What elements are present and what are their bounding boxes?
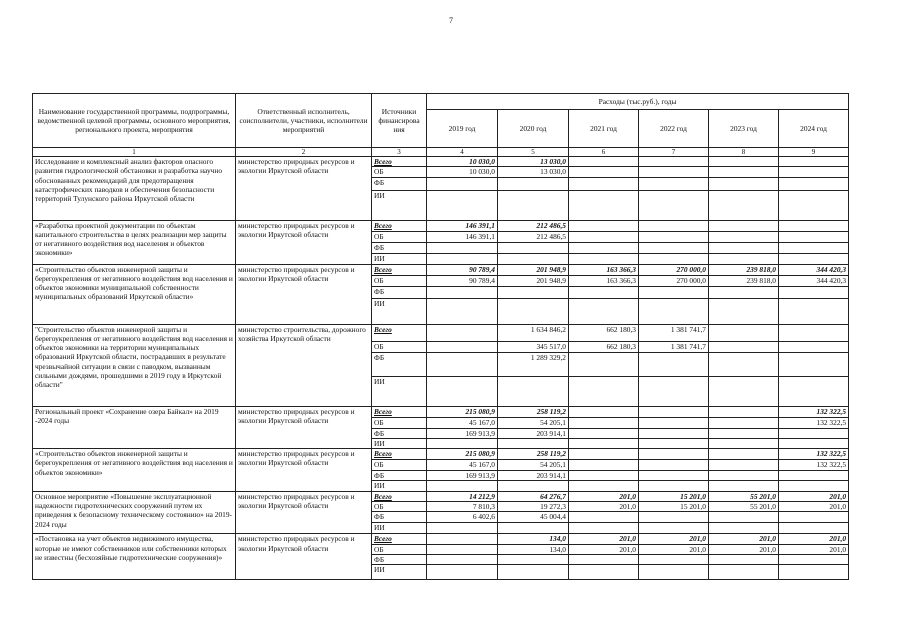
expense-cell [709, 449, 779, 460]
expense-cell [709, 341, 779, 352]
expense-cell [709, 352, 779, 376]
funding-source: ФБ [372, 286, 427, 298]
header-year: 2023 год [709, 110, 779, 148]
expense-cell [639, 177, 709, 190]
expense-cell [569, 242, 639, 253]
expense-cell [427, 324, 498, 341]
expense-cell [779, 523, 849, 534]
expense-cell: 201,0 [779, 534, 849, 544]
expense-cell: 13 030,0 [498, 167, 569, 177]
expense-cell [779, 341, 849, 352]
expense-cell: 212 486,5 [498, 220, 569, 231]
funding-source: Всего [372, 491, 427, 501]
header-year: 2021 год [569, 110, 639, 148]
expense-cell [498, 253, 569, 264]
expense-cell [569, 460, 639, 471]
measure-name: Региональный проект «Сохранение озера Байкал» на 2019 -2024 годы [33, 406, 236, 449]
expense-cell: 662 180,3 [569, 324, 639, 341]
expense-cell [639, 253, 709, 264]
expense-cell [569, 428, 639, 438]
responsible-executor: министерство природных ресурсов и экологии Иркутской области [236, 534, 372, 580]
table-row [33, 534, 849, 544]
expense-cell [427, 177, 498, 190]
funding-source: ИИ [372, 190, 427, 220]
expense-cell [569, 438, 639, 448]
expense-cell: 15 201,0 [639, 491, 709, 501]
expense-cell [709, 406, 779, 417]
table-row [33, 220, 849, 231]
expense-cell [427, 286, 498, 298]
expense-cell: 201,0 [779, 544, 849, 554]
expense-cell: 344 420,3 [779, 275, 849, 286]
funding-source: ФБ [372, 242, 427, 253]
measure-name: «Строительство объектов инженерной защиты и берегоукрепления от негативного воздействия вод населения и объектов экономики» [33, 449, 236, 492]
expense-cell: 1 381 741,7 [639, 324, 709, 341]
expense-cell [427, 190, 498, 220]
expense-cell [779, 554, 849, 564]
expense-cell [639, 481, 709, 491]
expense-cell: 54 205,1 [498, 460, 569, 471]
expense-cell [427, 298, 498, 324]
funding-source: ОБ [372, 167, 427, 177]
expense-cell [779, 253, 849, 264]
expense-cell [639, 242, 709, 253]
expense-cell: 55 201,0 [709, 502, 779, 512]
expense-cell [639, 376, 709, 406]
expense-cell [779, 428, 849, 438]
expense-cell: 258 119,2 [498, 406, 569, 417]
expense-cell: 258 119,2 [498, 449, 569, 460]
expense-cell [498, 481, 569, 491]
expense-cell [498, 438, 569, 448]
expense-cell [498, 190, 569, 220]
expense-cell [639, 352, 709, 376]
responsible-executor: министерство строительства, дорожного хозяйства Иркутской области [236, 324, 372, 406]
funding-source: Всего [372, 449, 427, 460]
expense-cell [779, 242, 849, 253]
expense-cell: 201,0 [569, 534, 639, 544]
expense-cell [498, 565, 569, 580]
column-number: 5 [498, 148, 569, 157]
expense-cell [639, 417, 709, 428]
expense-cell: 134,0 [498, 544, 569, 554]
expense-cell [709, 220, 779, 231]
funding-source: ФБ [372, 554, 427, 564]
expense-cell [639, 471, 709, 481]
expense-cell [427, 554, 498, 564]
expense-cell: 10 030,0 [427, 157, 498, 167]
expense-cell: 169 913,9 [427, 471, 498, 481]
expense-cell [709, 286, 779, 298]
column-number: 3 [372, 148, 427, 157]
expense-cell [639, 460, 709, 471]
measure-name: «Разработка проектной документации по объектам капитального строительства в целях реализации мер защиты от негативного воздействия вод населения и объектов экономики» [33, 220, 236, 264]
expense-cell [779, 376, 849, 406]
expense-cell [569, 177, 639, 190]
measure-name: Основное мероприятие «Повышение эксплуатационной надежности гидротехнических сооружений путем их приведения к безопасному техническому состоянию» на 2019-2024 годы [33, 491, 236, 534]
table-row [33, 264, 849, 275]
expense-cell [639, 286, 709, 298]
expense-cell [709, 512, 779, 523]
column-number: 1 [33, 148, 236, 157]
expense-cell [569, 157, 639, 167]
responsible-executor: министерство природных ресурсов и экологии Иркутской области [236, 157, 372, 221]
expense-cell [779, 286, 849, 298]
expense-cell [427, 242, 498, 253]
table-row [33, 157, 849, 167]
expense-cell: 201,0 [639, 544, 709, 554]
expense-cell [639, 428, 709, 438]
expense-cell [639, 231, 709, 242]
expense-cell [709, 554, 779, 564]
expense-cell [427, 544, 498, 554]
expense-cell [639, 512, 709, 523]
expense-cell [709, 167, 779, 177]
expense-cell [498, 286, 569, 298]
expense-cell [709, 428, 779, 438]
expense-cell [709, 190, 779, 220]
expense-cell [498, 298, 569, 324]
expense-cell [779, 157, 849, 167]
expense-cell: 132 322,5 [779, 449, 849, 460]
header-source: Источники финансирова ния [372, 94, 427, 148]
expense-cell: 201,0 [569, 491, 639, 501]
expense-cell [779, 298, 849, 324]
funding-source: ОБ [372, 275, 427, 286]
expense-cell: 201 948,9 [498, 264, 569, 275]
expense-cell [779, 438, 849, 448]
expense-cell: 163 366,3 [569, 264, 639, 275]
expense-cell [779, 190, 849, 220]
expense-cell: 201,0 [569, 544, 639, 554]
expense-cell: 201,0 [709, 544, 779, 554]
expense-cell [427, 523, 498, 534]
expense-cell: 212 486,5 [498, 231, 569, 242]
expense-cell [569, 523, 639, 534]
funding-source: ИИ [372, 298, 427, 324]
expense-cell [779, 481, 849, 491]
expense-cell: 64 276,7 [498, 491, 569, 501]
expense-cell [709, 253, 779, 264]
expense-cell: 270 000,0 [639, 275, 709, 286]
header-responsible: Ответственный исполнитель, соисполнители, участники, исполнители мероприятий [236, 94, 372, 148]
expense-cell [427, 565, 498, 580]
expense-cell: 201,0 [569, 502, 639, 512]
expense-cell [709, 523, 779, 534]
expense-cell [639, 157, 709, 167]
expense-cell [569, 512, 639, 523]
expense-cell: 201,0 [709, 534, 779, 544]
expense-cell [569, 471, 639, 481]
funding-source: ФБ [372, 352, 427, 376]
measure-name: «Постановка на учет объектов недвижимого имущества, которые не имеют собственников или собственники которых не известны (бесхозяйные гидротехнические сооружения)» [33, 534, 236, 580]
funding-source: ИИ [372, 523, 427, 534]
expense-cell: 146 391,1 [427, 231, 498, 242]
expense-cell [498, 523, 569, 534]
funding-source: ОБ [372, 502, 427, 512]
expense-cell [779, 220, 849, 231]
expense-cell: 132 322,5 [779, 460, 849, 471]
expense-cell [569, 190, 639, 220]
funding-source: Всего [372, 264, 427, 275]
expense-cell: 45 167,0 [427, 460, 498, 471]
expense-cell: 201,0 [779, 502, 849, 512]
measure-name: «Строительство объектов инженерной защиты и берегоукрепления от негативного воздействия вод населения и объектов экономики муниципальной собственности муниципальных образований Иркутской области» [33, 264, 236, 324]
expense-cell [427, 534, 498, 544]
expense-cell [639, 438, 709, 448]
funding-source: Всего [372, 324, 427, 341]
expense-cell [427, 352, 498, 376]
expense-cell [779, 177, 849, 190]
expense-cell [709, 471, 779, 481]
expense-cell: 45 167,0 [427, 417, 498, 428]
expense-cell: 1 634 846,2 [498, 324, 569, 341]
expense-cell [569, 406, 639, 417]
expense-cell [709, 157, 779, 167]
expense-cell: 163 366,3 [569, 275, 639, 286]
expense-cell: 215 080,9 [427, 406, 498, 417]
funding-source: Всего [372, 534, 427, 544]
header-expenses: Расходы (тыс.руб.), годы [427, 94, 849, 110]
expense-cell: 55 201,0 [709, 491, 779, 501]
expense-cell [427, 438, 498, 448]
table-row [33, 324, 849, 341]
header-name: Наименование государственной программы, подпрограммы, ведомственной целевой программы, основного мероприятия, регионального проекта, мероприятия [33, 94, 236, 148]
expense-cell [639, 554, 709, 564]
table-row [33, 491, 849, 501]
expense-cell [569, 352, 639, 376]
expense-cell: 270 000,0 [639, 264, 709, 275]
expense-cell [569, 376, 639, 406]
expense-cell: 1 381 741,7 [639, 341, 709, 352]
expense-cell [779, 352, 849, 376]
expense-cell [498, 376, 569, 406]
expense-cell [779, 324, 849, 341]
expense-cell [709, 460, 779, 471]
funding-source: ОБ [372, 231, 427, 242]
table-row [33, 406, 849, 417]
expense-cell [569, 253, 639, 264]
expense-cell: 345 517,0 [498, 341, 569, 352]
expense-cell [427, 481, 498, 491]
measure-name: "Строительство объектов инженерной защиты и берегоукрепления от негативного воздействия вод населения и объектов экономики на территории муниципальных образований Иркутской области, пострадавших в результате чрезвычайной ситуации в связи с паводком, вызванным сильными дождями, прошедшими в 2019 году в Иркутской области" [33, 324, 236, 406]
expense-cell: 201 948,9 [498, 275, 569, 286]
expense-cell: 1 289 329,2 [498, 352, 569, 376]
page-number: 7 [449, 16, 453, 25]
expense-cell [639, 565, 709, 580]
expense-cell [779, 167, 849, 177]
table-body [33, 157, 849, 580]
expense-cell: 6 402,6 [427, 512, 498, 523]
expense-cell [569, 481, 639, 491]
expense-cell: 146 391,1 [427, 220, 498, 231]
expense-cell: 201,0 [639, 534, 709, 544]
funding-source: Всего [372, 220, 427, 231]
expense-cell [709, 298, 779, 324]
expense-cell [639, 523, 709, 534]
expense-cell [427, 376, 498, 406]
expense-cell [569, 565, 639, 580]
funding-source: ИИ [372, 565, 427, 580]
expense-cell [639, 190, 709, 220]
expense-cell [779, 231, 849, 242]
budget-table [32, 93, 849, 580]
expense-cell [779, 565, 849, 580]
funding-source: ОБ [372, 417, 427, 428]
expense-cell: 132 322,5 [779, 406, 849, 417]
expense-cell [709, 481, 779, 491]
funding-source: ФБ [372, 512, 427, 523]
funding-source: ФБ [372, 177, 427, 190]
expense-cell: 7 810,3 [427, 502, 498, 512]
expense-cell [709, 417, 779, 428]
column-number: 7 [639, 148, 709, 157]
expense-cell [498, 554, 569, 564]
expense-cell [709, 376, 779, 406]
expense-cell [709, 231, 779, 242]
funding-source: ОБ [372, 544, 427, 554]
expense-cell [569, 554, 639, 564]
expense-cell: 215 080,9 [427, 449, 498, 460]
funding-source: Всего [372, 157, 427, 167]
expense-cell: 662 180,3 [569, 341, 639, 352]
responsible-executor: министерство природных ресурсов и экологии Иркутской области [236, 264, 372, 324]
header-year: 2024 год [779, 110, 849, 148]
expense-cell: 13 030,0 [498, 157, 569, 167]
column-number: 2 [236, 148, 372, 157]
expense-cell [569, 298, 639, 324]
expense-cell [779, 471, 849, 481]
expense-cell: 239 818,0 [709, 264, 779, 275]
responsible-executor: министерство природных ресурсов и экологии Иркутской области [236, 220, 372, 264]
expense-cell: 239 818,0 [709, 275, 779, 286]
header-year: 2020 год [498, 110, 569, 148]
expense-cell: 10 030,0 [427, 167, 498, 177]
expense-cell [427, 253, 498, 264]
responsible-executor: министерство природных ресурсов и экологии Иркутской области [236, 449, 372, 492]
expense-cell: 90 789,4 [427, 264, 498, 275]
expense-cell [639, 298, 709, 324]
expense-cell: 134,0 [498, 534, 569, 544]
expense-cell [498, 242, 569, 253]
expense-cell [569, 286, 639, 298]
expense-cell [639, 449, 709, 460]
expense-cell: 54 205,1 [498, 417, 569, 428]
expense-cell [639, 167, 709, 177]
expense-cell: 344 420,3 [779, 264, 849, 275]
funding-source: ИИ [372, 438, 427, 448]
column-number: 4 [427, 148, 498, 157]
responsible-executor: министерство природных ресурсов и экологии Иркутской области [236, 491, 372, 534]
funding-source: ИИ [372, 376, 427, 406]
expense-cell: 203 914,1 [498, 471, 569, 481]
column-number: 6 [569, 148, 639, 157]
funding-source: ИИ [372, 253, 427, 264]
expense-cell [709, 565, 779, 580]
expense-cell [569, 449, 639, 460]
funding-source: ИИ [372, 481, 427, 491]
column-number: 8 [709, 148, 779, 157]
expense-cell [427, 341, 498, 352]
funding-source: ФБ [372, 471, 427, 481]
expense-cell: 169 913,9 [427, 428, 498, 438]
expense-cell [709, 438, 779, 448]
funding-source: ОБ [372, 341, 427, 352]
expense-cell [709, 324, 779, 341]
expense-cell [709, 242, 779, 253]
expense-cell [498, 177, 569, 190]
header-year: 2022 год [639, 110, 709, 148]
expense-cell [569, 231, 639, 242]
expense-cell [709, 177, 779, 190]
expense-cell [639, 220, 709, 231]
expense-cell [639, 406, 709, 417]
expense-cell: 19 272,3 [498, 502, 569, 512]
expense-cell [569, 167, 639, 177]
expense-cell [779, 512, 849, 523]
column-number: 9 [779, 148, 849, 157]
expense-cell: 201,0 [779, 491, 849, 501]
expense-cell: 45 004,4 [498, 512, 569, 523]
responsible-executor: министерство природных ресурсов и экологии Иркутской области [236, 406, 372, 449]
expense-cell: 90 789,4 [427, 275, 498, 286]
expense-cell: 203 914,1 [498, 428, 569, 438]
measure-name: Исследование и комплексный анализ факторов опасного развития гидрологической обстановки и разработка научно обоснованных рекомендаций для предотвращения катастрофических паводков и обеспечения безопасности территорий Тулунского района Иркутской области [33, 157, 236, 221]
funding-source: ОБ [372, 460, 427, 471]
expense-cell [569, 417, 639, 428]
expense-cell [569, 220, 639, 231]
expense-cell: 132 322,5 [779, 417, 849, 428]
expense-cell: 15 201,0 [639, 502, 709, 512]
funding-source: Всего [372, 406, 427, 417]
funding-source: ФБ [372, 428, 427, 438]
header-year: 2019 год [427, 110, 498, 148]
expense-cell: 14 212,9 [427, 491, 498, 501]
table-row [33, 449, 849, 460]
